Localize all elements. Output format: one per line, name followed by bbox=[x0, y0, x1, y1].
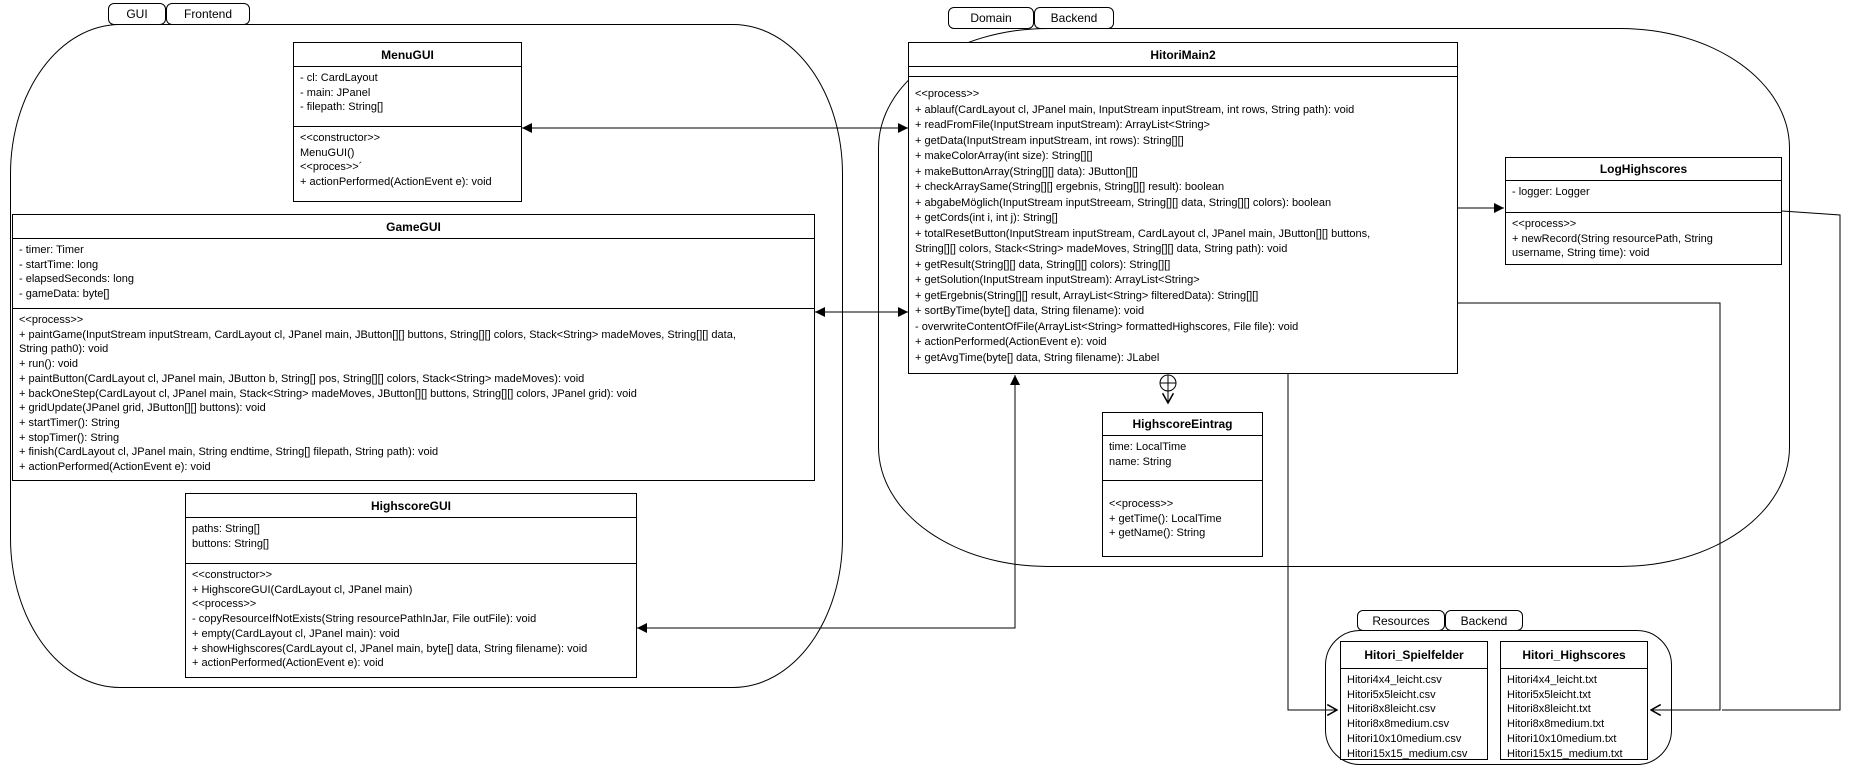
package-tab-resources-backend[interactable] bbox=[1445, 610, 1523, 631]
text-line: - main: JPanel bbox=[300, 86, 371, 99]
text-line: Hitori8x8medium.csv bbox=[1347, 718, 1450, 731]
text-line: name: String bbox=[1109, 455, 1172, 468]
class-title: Hitori_Highscores bbox=[1501, 642, 1647, 669]
text-line: Hitori5x5leicht.csv bbox=[1347, 688, 1436, 701]
class-gamegui[interactable] bbox=[12, 214, 815, 481]
class-title: MenuGUI bbox=[294, 43, 521, 67]
text-line: + ablauf(CardLayout cl, JPanel main, InputStream inputStream, int rows, String path): void bbox=[915, 103, 1355, 116]
text-line: Hitori15x15_medium.txt bbox=[1507, 747, 1623, 759]
file-list-compartment bbox=[1341, 669, 1487, 759]
text-line: + actionPerformed(ActionEvent e): void bbox=[915, 336, 1107, 348]
package-tab-gui[interactable] bbox=[108, 3, 166, 25]
text-line: buttons: String[] bbox=[192, 537, 270, 550]
methods-compartment bbox=[186, 564, 636, 677]
class-title: GameGUI bbox=[13, 215, 814, 239]
text-line: Hitori8x8medium.txt bbox=[1507, 718, 1605, 731]
class-hitori-spielfelder[interactable] bbox=[1340, 641, 1488, 760]
text-line: <<proces>>´ bbox=[300, 161, 363, 174]
text-line: <<process>> bbox=[1512, 218, 1577, 230]
text-line: Hitori10x10medium.txt bbox=[1507, 732, 1617, 745]
text-line: + abgabeMöglich(InputStream inputStreeam, String[][] data, String[][] colors): boolean bbox=[915, 196, 1332, 209]
text-line: + finish(CardLayout cl, JPanel main, String endtime, String[] filepath, String path): void bbox=[19, 446, 439, 459]
package-tab-label: Frontend bbox=[183, 7, 233, 21]
text-line: - timer: Timer bbox=[19, 244, 84, 256]
package-tab-label: Resources bbox=[1372, 613, 1430, 628]
text-line: + readFromFile(InputStream inputStream): ArrayList<String> bbox=[915, 119, 1210, 131]
class-loghighscores[interactable] bbox=[1505, 157, 1782, 265]
text-line: - gameData: byte[] bbox=[19, 288, 110, 301]
text-line: Hitori8x8leicht.txt bbox=[1507, 703, 1591, 716]
package-tab-label: Domain bbox=[970, 11, 1012, 25]
text-line: + getResult(String[][] data, String[][] colors): String[][] bbox=[915, 258, 1171, 271]
class-title: HighscoreEintrag bbox=[1103, 413, 1262, 436]
text-line: paths: String[] bbox=[192, 523, 260, 535]
class-hitori-highscores[interactable] bbox=[1500, 641, 1648, 760]
package-tab-frontend[interactable] bbox=[166, 3, 250, 25]
attributes-compartment bbox=[294, 67, 521, 127]
class-menugui[interactable] bbox=[293, 42, 522, 202]
text-line: + newRecord(String resourcePath, String bbox=[1512, 232, 1713, 245]
package-tab-resources[interactable] bbox=[1357, 610, 1445, 631]
text-line: Hitori4x4_leicht.txt bbox=[1507, 674, 1597, 686]
text-line: + totalResetButton(InputStream inputStream, CardLayout cl, JPanel main, JButton[][] buttons, bbox=[915, 227, 1371, 240]
text-line: + paintButton(CardLayout cl, JPanel main, JButton b, String[] pos, String[][] colors, Stack<String> madeMoves): void bbox=[19, 372, 585, 385]
text-line: <<process>> bbox=[192, 598, 257, 611]
text-line: Hitori5x5leicht.txt bbox=[1507, 688, 1591, 701]
package-tab-label: Backend bbox=[1050, 11, 1098, 25]
text-line: + getCords(int i, int j): String[] bbox=[915, 212, 1058, 224]
text-line: Hitori15x15_medium.csv bbox=[1347, 747, 1468, 759]
text-line: + HighscoreGUI(CardLayout cl, JPanel main) bbox=[192, 583, 413, 596]
text-line: + stopTimer(): String bbox=[19, 431, 120, 444]
text-line: + getAvgTime(byte[] data, String filename): JLabel bbox=[915, 351, 1160, 364]
package-tab-domain[interactable] bbox=[948, 7, 1034, 29]
methods-compartment bbox=[1103, 481, 1262, 556]
text-line: + startTimer(): String bbox=[19, 416, 120, 429]
text-line: + getErgebnis(String[][] result, ArrayList<String> filteredData): String[][] bbox=[915, 289, 1259, 302]
text-line: - logger: Logger bbox=[1512, 186, 1590, 198]
class-title: Hitori_Spielfelder bbox=[1341, 642, 1487, 669]
text-line: + actionPerformed(ActionEvent e): void bbox=[192, 657, 384, 670]
text-line: - filepath: String[] bbox=[300, 101, 384, 114]
attributes-compartment bbox=[13, 239, 814, 309]
package-tab-label: Backend bbox=[1460, 613, 1508, 628]
text-line: + paintGame(InputStream inputStream, CardLayout cl, JPanel main, JButton[][] buttons, String[][] colors, Stack<String> madeMoves, String[][] data, bbox=[19, 328, 736, 341]
package-tab-label: GUI bbox=[126, 7, 148, 21]
methods-compartment bbox=[909, 77, 1457, 373]
text-line: + empty(CardLayout cl, JPanel main): void bbox=[192, 627, 400, 640]
text-line: - copyResourceIfNotExists(String resourcePathInJar, File outFile): void bbox=[192, 613, 537, 626]
attributes-compartment bbox=[1103, 436, 1262, 481]
text-line: + run(): void bbox=[19, 358, 78, 371]
text-line: MenuGUI() bbox=[300, 146, 355, 159]
text-line: + makeButtonArray(String[][] data): JButton[][] bbox=[915, 165, 1138, 178]
text-line: - elapsedSeconds: long bbox=[19, 273, 134, 286]
text-line: + getData(InputStream inputStream, int rows): String[][] bbox=[915, 134, 1184, 147]
text-line: + checkArraySame(String[][] ergebnis, String[][] result): boolean bbox=[915, 181, 1225, 193]
class-title: LogHighscores bbox=[1506, 158, 1781, 181]
text-line: <<process>> bbox=[915, 88, 980, 100]
text-line: <<process>> bbox=[1109, 498, 1174, 510]
methods-compartment bbox=[13, 309, 814, 480]
text-line: String[][] colors, Stack<String> madeMoves, String[][] data, String path): void bbox=[915, 243, 1288, 255]
text-line: Hitori10x10medium.csv bbox=[1347, 732, 1462, 745]
text-line: String path0): void bbox=[19, 343, 109, 356]
text-line: + showHighscores(CardLayout cl, JPanel main, byte[] data, String filename): void bbox=[192, 642, 588, 655]
text-line: Hitori8x8leicht.csv bbox=[1347, 703, 1436, 716]
class-hitorimain2[interactable] bbox=[908, 42, 1458, 374]
text-line: + actionPerformed(ActionEvent e): void bbox=[19, 461, 211, 474]
text-line: Hitori4x4_leicht.csv bbox=[1347, 674, 1442, 686]
file-list-compartment bbox=[1501, 669, 1647, 759]
text-line: username, String time): void bbox=[1512, 247, 1650, 260]
text-line: time: LocalTime bbox=[1109, 441, 1187, 453]
text-line: - cl: CardLayout bbox=[300, 72, 378, 84]
text-line: <<process>> bbox=[19, 314, 84, 326]
text-line: <<constructor>> bbox=[300, 132, 381, 144]
text-line: - startTime: long bbox=[19, 258, 99, 271]
methods-compartment bbox=[1506, 213, 1781, 264]
text-line: + gridUpdate(JPanel grid, JButton[][] buttons): void bbox=[19, 402, 266, 415]
text-line: + sortByTime(byte[] data, String filename): void bbox=[915, 305, 1145, 317]
text-line: - overwriteContentOfFile(ArrayList<String> formattedHighscores, File file): void bbox=[915, 320, 1299, 333]
package-tab-backend[interactable] bbox=[1034, 7, 1114, 29]
attributes-compartment bbox=[186, 518, 636, 564]
attributes-compartment bbox=[909, 67, 1457, 77]
text-line: <<constructor>> bbox=[192, 569, 273, 581]
class-highscoreeintrag[interactable] bbox=[1102, 412, 1263, 557]
text-line: + getTime(): LocalTime bbox=[1109, 512, 1222, 525]
text-line: + getName(): String bbox=[1109, 527, 1206, 540]
text-line: + backOneStep(CardLayout cl, JPanel main, Stack<String> madeMoves, JButton[][] buttons, String[][] colors, JPanel grid): void bbox=[19, 387, 637, 400]
methods-compartment bbox=[294, 127, 521, 201]
attributes-compartment bbox=[1506, 181, 1781, 213]
class-title: HitoriMain2 bbox=[909, 43, 1457, 67]
text-line: + makeColorArray(int size): String[][] bbox=[915, 150, 1093, 162]
text-line: + actionPerformed(ActionEvent e): void bbox=[300, 176, 492, 189]
text-line: + getSolution(InputStream inputStream): ArrayList<String> bbox=[915, 274, 1200, 286]
class-title: HighscoreGUI bbox=[186, 494, 636, 518]
class-highscoregui[interactable] bbox=[185, 493, 637, 678]
